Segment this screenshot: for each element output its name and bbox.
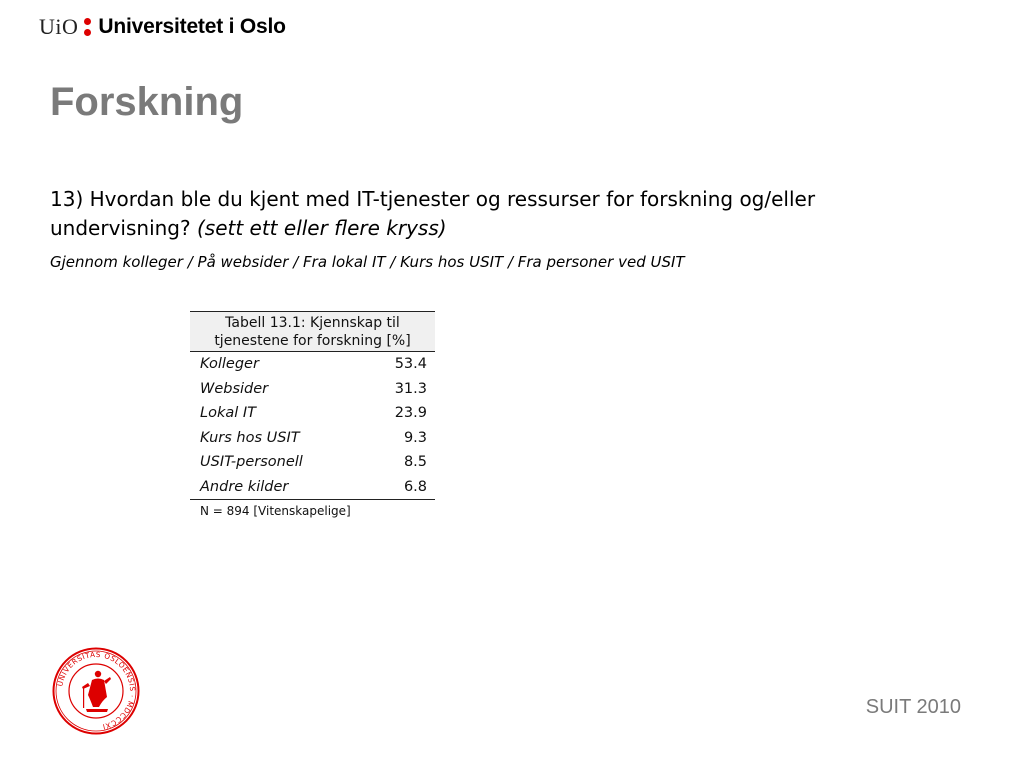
answer-options: Gjennom kolleger / På websider / Fra lokal IT / Kurs hos USIT / Fra personer ved USIT	[50, 253, 685, 271]
table-row	[190, 377, 435, 402]
row-value: 23.9	[394, 405, 427, 422]
table-row	[190, 426, 435, 451]
row-label: Kolleger	[200, 356, 259, 373]
question-main: 13) Hvordan ble du kjent med IT-tjenester og ressurser for forskning og/eller undervisning?	[50, 187, 816, 240]
logo-university-name: Universitetet i Oslo	[98, 15, 286, 38]
row-value: 31.3	[394, 380, 427, 397]
row-value: 53.4	[394, 356, 427, 373]
table-row	[190, 450, 435, 475]
table-note: N = 894 [Vitenskapelige]	[200, 504, 351, 518]
uio-logo	[39, 12, 286, 42]
logo-dot-bottom	[84, 29, 91, 36]
results-table	[190, 311, 435, 518]
question-text	[50, 185, 910, 243]
slide-title: Forskning	[50, 80, 244, 124]
row-label: Websider	[200, 380, 269, 397]
table-caption-line-1: Tabell 13.1: Kjennskap til	[225, 315, 400, 331]
university-seal-icon	[52, 647, 140, 735]
footer-label: SUIT 2010	[865, 696, 961, 718]
row-value: 8.5	[403, 454, 427, 471]
table-row	[190, 352, 435, 377]
svg-text:UNIVERSITAS OSLOENSIS · MDCCCX: UNIVERSITAS OSLOENSIS · MDCCCXI	[55, 649, 138, 732]
question-hint: (sett ett eller flere kryss)	[196, 216, 447, 240]
logo-dot-top	[84, 18, 91, 25]
table-caption	[190, 311, 435, 352]
table-caption-line-2: tjenestene for forskning [%]	[214, 333, 411, 349]
table-row	[190, 475, 435, 500]
row-label: Lokal IT	[200, 405, 257, 422]
row-label: USIT-personell	[200, 454, 303, 471]
table-row	[190, 401, 435, 426]
row-value: 6.8	[403, 478, 427, 495]
row-label: Andre kilder	[200, 478, 289, 495]
logo-dots-icon	[84, 18, 91, 36]
row-label: Kurs hos USIT	[200, 429, 300, 446]
row-value: 9.3	[403, 429, 427, 446]
table-body	[190, 352, 435, 500]
logo-abbreviation: UiO	[39, 14, 79, 39]
